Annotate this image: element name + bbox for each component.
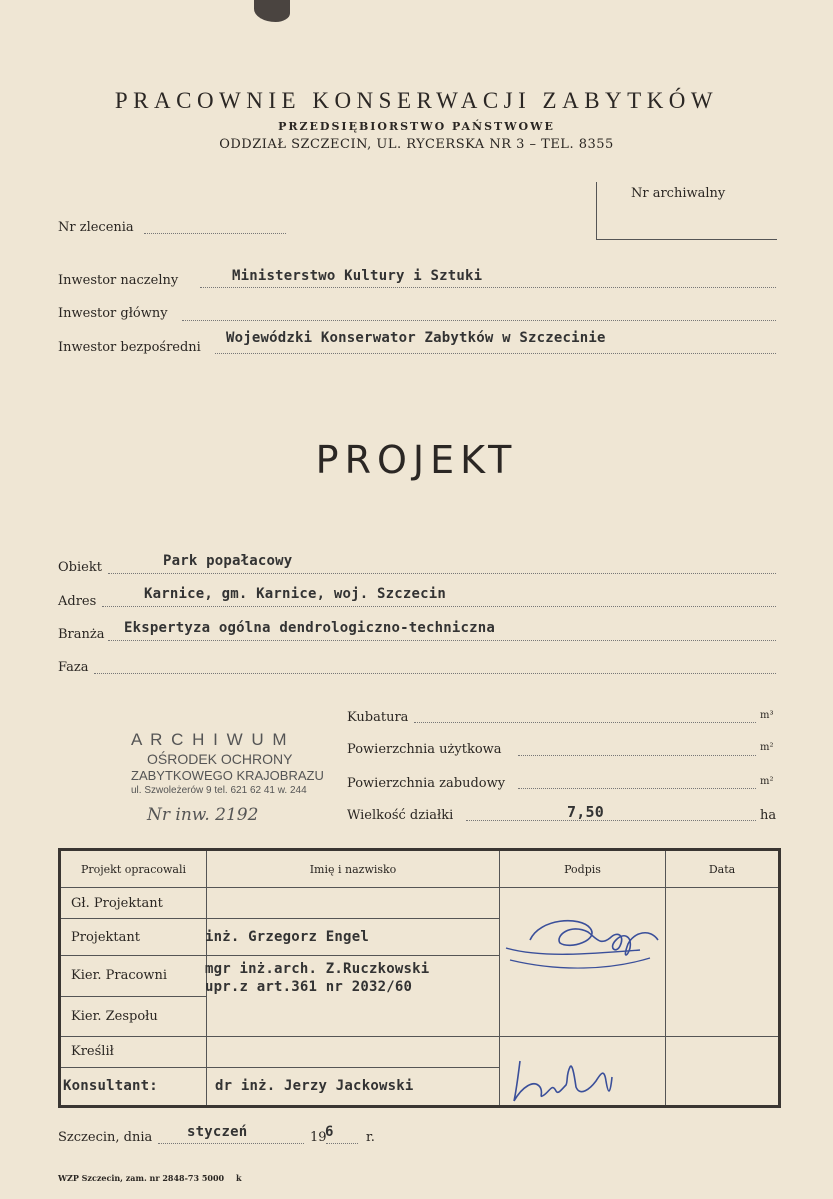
header-date: Data [666,850,780,888]
consultant-signature [500,1037,666,1107]
designer-signature [500,888,666,1028]
name-cell [207,919,500,956]
name-cell [207,888,500,919]
branch-address: ODDZIAŁ SZCZECIN, UL. RYCERSKA NR 3 – TEL. 8355 [219,137,614,152]
adres-label: Adres [58,594,97,609]
plot-size-value: 7,50 [567,803,604,821]
plot-size-unit: ha [760,808,777,823]
built-area-line [518,788,756,789]
signature-cell [500,1036,666,1106]
date-cell [666,888,780,1037]
name-cell [207,1036,500,1067]
main-investor-label: Inwestor główny [58,306,168,321]
date-year-line [326,1143,358,1144]
role-cell: Kier. Pracowni [60,956,207,996]
authors-table [58,848,781,1108]
kubatura-unit: m³ [760,710,774,721]
role-cell: Gł. Projektant [60,888,207,919]
institution-subtitle: PRZEDSIĘBIORSTWO PAŃSTWOWE [278,120,555,133]
chief-investor-line [200,287,776,288]
main-investor-line [182,320,776,321]
role-cell: Kreślił [60,1036,207,1067]
date-month: styczeń [187,1124,248,1140]
obiekt-line [108,573,776,574]
faza-label: Faza [58,660,89,675]
branza-line [108,640,776,641]
kubatura-label: Kubatura [347,710,409,725]
branza-label: Branża [58,627,105,642]
plot-size-label: Wielkość działki [347,808,454,823]
institution-title: PRACOWNIE KONSERWACJI ZABYTKÓW [114,88,719,113]
signature-cell [500,888,666,1037]
built-area-label: Powierzchnia zabudowy [347,776,506,791]
name-cell [207,956,500,1036]
obiekt-value: Park popałacowy [163,553,293,569]
adres-line [102,606,776,607]
branza-value: Ekspertyza ogólna dendrologiczno-techniczna [124,620,496,636]
name-value: mgr inż.arch. Z.Ruczkowski [205,961,430,978]
role-cell: Projektant [60,919,207,956]
role-cell [60,1067,207,1106]
plot-size-line [466,820,756,821]
consultant-role: Konsultant: [63,1078,158,1095]
order-number-line [144,233,286,234]
date-year-prefix: 19 [310,1130,327,1145]
header-name: Imię i nazwisko [207,850,500,888]
print-info: WZP Szczecin, zam. nr 2848-73 5000 [58,1173,225,1183]
inventory-number: Nr inw. 2192 [147,805,259,825]
table-row [60,1036,780,1067]
table-header-row [60,850,780,888]
usable-area-unit: m² [760,742,774,753]
date-cell [666,1036,780,1106]
chief-investor-value: Ministerstwo Kultury i Sztuki [232,268,483,284]
document-title: PROJEKT [315,438,518,482]
header-role: Projekt opracowali [60,850,207,888]
usable-area-line [518,755,756,756]
stamp-landscape: ZABYTKOWEGO KRAJOBRAZU [131,768,324,783]
usable-area-label: Powierzchnia użytkowa [347,742,502,757]
date-suffix: r. [366,1130,375,1145]
header-signature: Podpis [500,850,666,888]
direct-investor-value: Wojewódzki Konserwator Zabytków w Szczecinie [226,330,606,346]
stamp-archive: A R C H I W U M [131,730,289,749]
obiekt-label: Obiekt [58,560,102,575]
order-number-label: Nr zlecenia [58,220,134,235]
print-mark: k [236,1173,242,1183]
date-year-digit: 6 [325,1124,334,1140]
role-cell: Kier. Zespołu [60,996,207,1036]
direct-investor-label: Inwestor bezpośredni [58,340,201,355]
license-value: upr.z art.361 nr 2032/60 [205,979,413,996]
kubatura-line [414,722,756,723]
chief-investor-label: Inwestor naczelny [58,273,179,288]
consultant-name: dr inż. Jerzy Jackowski [215,1078,414,1095]
adres-value: Karnice, gm. Karnice, woj. Szczecin [144,586,447,602]
direct-investor-line [215,353,776,354]
stamp-address: ul. Szwoleżerów 9 tel. 621 62 41 w. 244 [131,785,307,796]
stamp-center: OŚRODEK OCHRONY [147,751,293,767]
date-month-line [158,1143,304,1144]
name-value: inż. Grzegorz Engel [205,929,369,946]
table-row [60,888,780,919]
name-cell [207,1067,500,1106]
ink-blot [254,0,290,22]
date-prefix: Szczecin, dnia [58,1130,153,1145]
archive-number-label: Nr archiwalny [631,186,726,201]
archive-number-box [596,182,777,240]
faza-line [94,673,776,674]
built-area-unit: m² [760,776,774,787]
